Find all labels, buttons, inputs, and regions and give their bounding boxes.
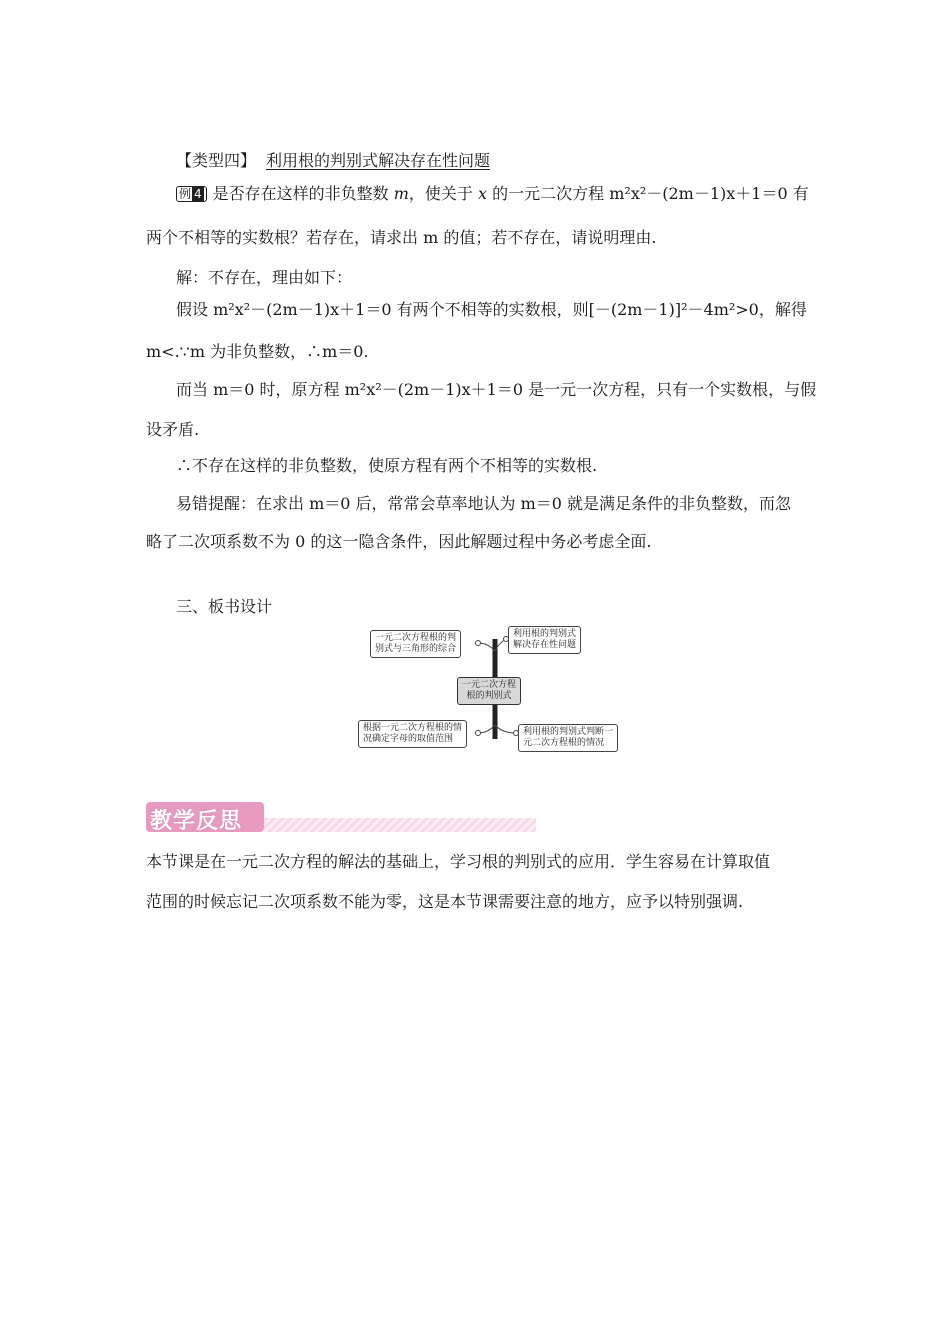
solution-when-line-1: 而当 m＝0 时，原方程 m²x²－(2m－1)x＋1＝0 是一元一次方程，只有一个实数根，与假 bbox=[176, 380, 817, 399]
example-text-d: 有 bbox=[787, 184, 809, 203]
type-heading bbox=[176, 151, 490, 171]
center-node-line-2: 根的判别式 bbox=[466, 691, 512, 701]
mindmap-node-bottom-right bbox=[518, 724, 618, 752]
example-text-c: 的一元二次方程 bbox=[487, 184, 610, 203]
connector-dot-bottom-left bbox=[476, 731, 481, 736]
example-line-2: 两个不相等的实数根？若存在，请求出 m 的值；若不存在，请说明理由. bbox=[146, 228, 657, 247]
mindmap-node-top-right bbox=[508, 626, 581, 654]
reflection-banner-title: 教学反思 bbox=[150, 809, 243, 834]
example-var-x: x bbox=[478, 184, 488, 203]
type-label: 【类型四】 bbox=[176, 151, 257, 170]
reflection-line-2: 范围的时候忘记二次项系数不能为零，这是本节课需要注意的地方，应予以特别强调. bbox=[146, 892, 744, 911]
mindmap-center-node bbox=[457, 677, 521, 705]
mindmap-node-bottom-left bbox=[358, 720, 467, 748]
example-text-a: 是否存在这样的非负整数 bbox=[212, 184, 394, 203]
error-note-line-1: 易错提醒：在求出 m＝0 后，常常会草率地认为 m＝0 就是满足条件的非负整数，而忽 bbox=[176, 494, 792, 513]
error-note-line-2: 略了二次项系数不为 0 的这一隐含条件，因此解题过程中务必考虑全面. bbox=[146, 532, 652, 551]
example-text-b: ，使关于 bbox=[408, 184, 479, 203]
board-design-title: 三、板书设计 bbox=[176, 597, 273, 616]
top-left-node-line-1: 一元二次方程根的判 bbox=[375, 633, 457, 643]
example-var-m: m bbox=[393, 184, 409, 203]
top-left-node-line-2: 别式与三角形的综合 bbox=[375, 644, 457, 654]
reflection-line-1: 本节课是在一元二次方程的解法的基础上，学习根的判别式的应用．学生容易在计算取值 bbox=[146, 852, 771, 871]
connector-dot-top-left bbox=[476, 641, 481, 646]
reflection-banner bbox=[146, 800, 536, 834]
bottom-right-node-line-1: 利用根的判别式判断一 bbox=[523, 727, 614, 737]
example-badge-text: 例 bbox=[179, 187, 192, 201]
top-right-node-line-2: 解决存在性问题 bbox=[513, 640, 577, 650]
board-design-mindmap bbox=[356, 621, 628, 753]
solution-suppose-line-2: m<.∵m 为非负整数，∴m＝0. bbox=[146, 342, 369, 361]
solution-when-line-2: 设矛盾. bbox=[146, 420, 200, 439]
solution-intro: 解：不存在，理由如下： bbox=[176, 268, 353, 287]
reflection-banner-stripe bbox=[264, 818, 536, 832]
example-badge bbox=[176, 186, 207, 202]
top-right-node-line-1: 利用根的判别式 bbox=[513, 629, 577, 639]
solution-suppose-line-1: 假设 m²x²－(2m－1)x＋1＝0 有两个不相等的实数根，则[－(2m－1)]²－4m²>0，解得 bbox=[176, 300, 807, 319]
bottom-left-node-line-1: 根据一元二次方程根的情 bbox=[363, 723, 463, 733]
example-equation: m²x²－(2m－1)x＋1＝0 bbox=[609, 184, 788, 203]
example-badge-number: 4 bbox=[194, 187, 202, 201]
connector-bottom-right bbox=[495, 725, 516, 733]
solution-conclusion: ∴不存在这样的非负整数，使原方程有两个不相等的实数根. bbox=[176, 456, 598, 475]
center-node-line-1: 一元二次方程 bbox=[462, 680, 517, 690]
bottom-left-node-line-2: 况确定字母的取值范围 bbox=[363, 734, 454, 744]
type-topic: 利用根的判别式解决存在性问题 bbox=[266, 151, 491, 170]
example-line-1 bbox=[176, 184, 809, 204]
bottom-right-node-line-2: 元二次方程根的情况 bbox=[523, 738, 605, 748]
mindmap-node-top-left bbox=[370, 630, 461, 658]
